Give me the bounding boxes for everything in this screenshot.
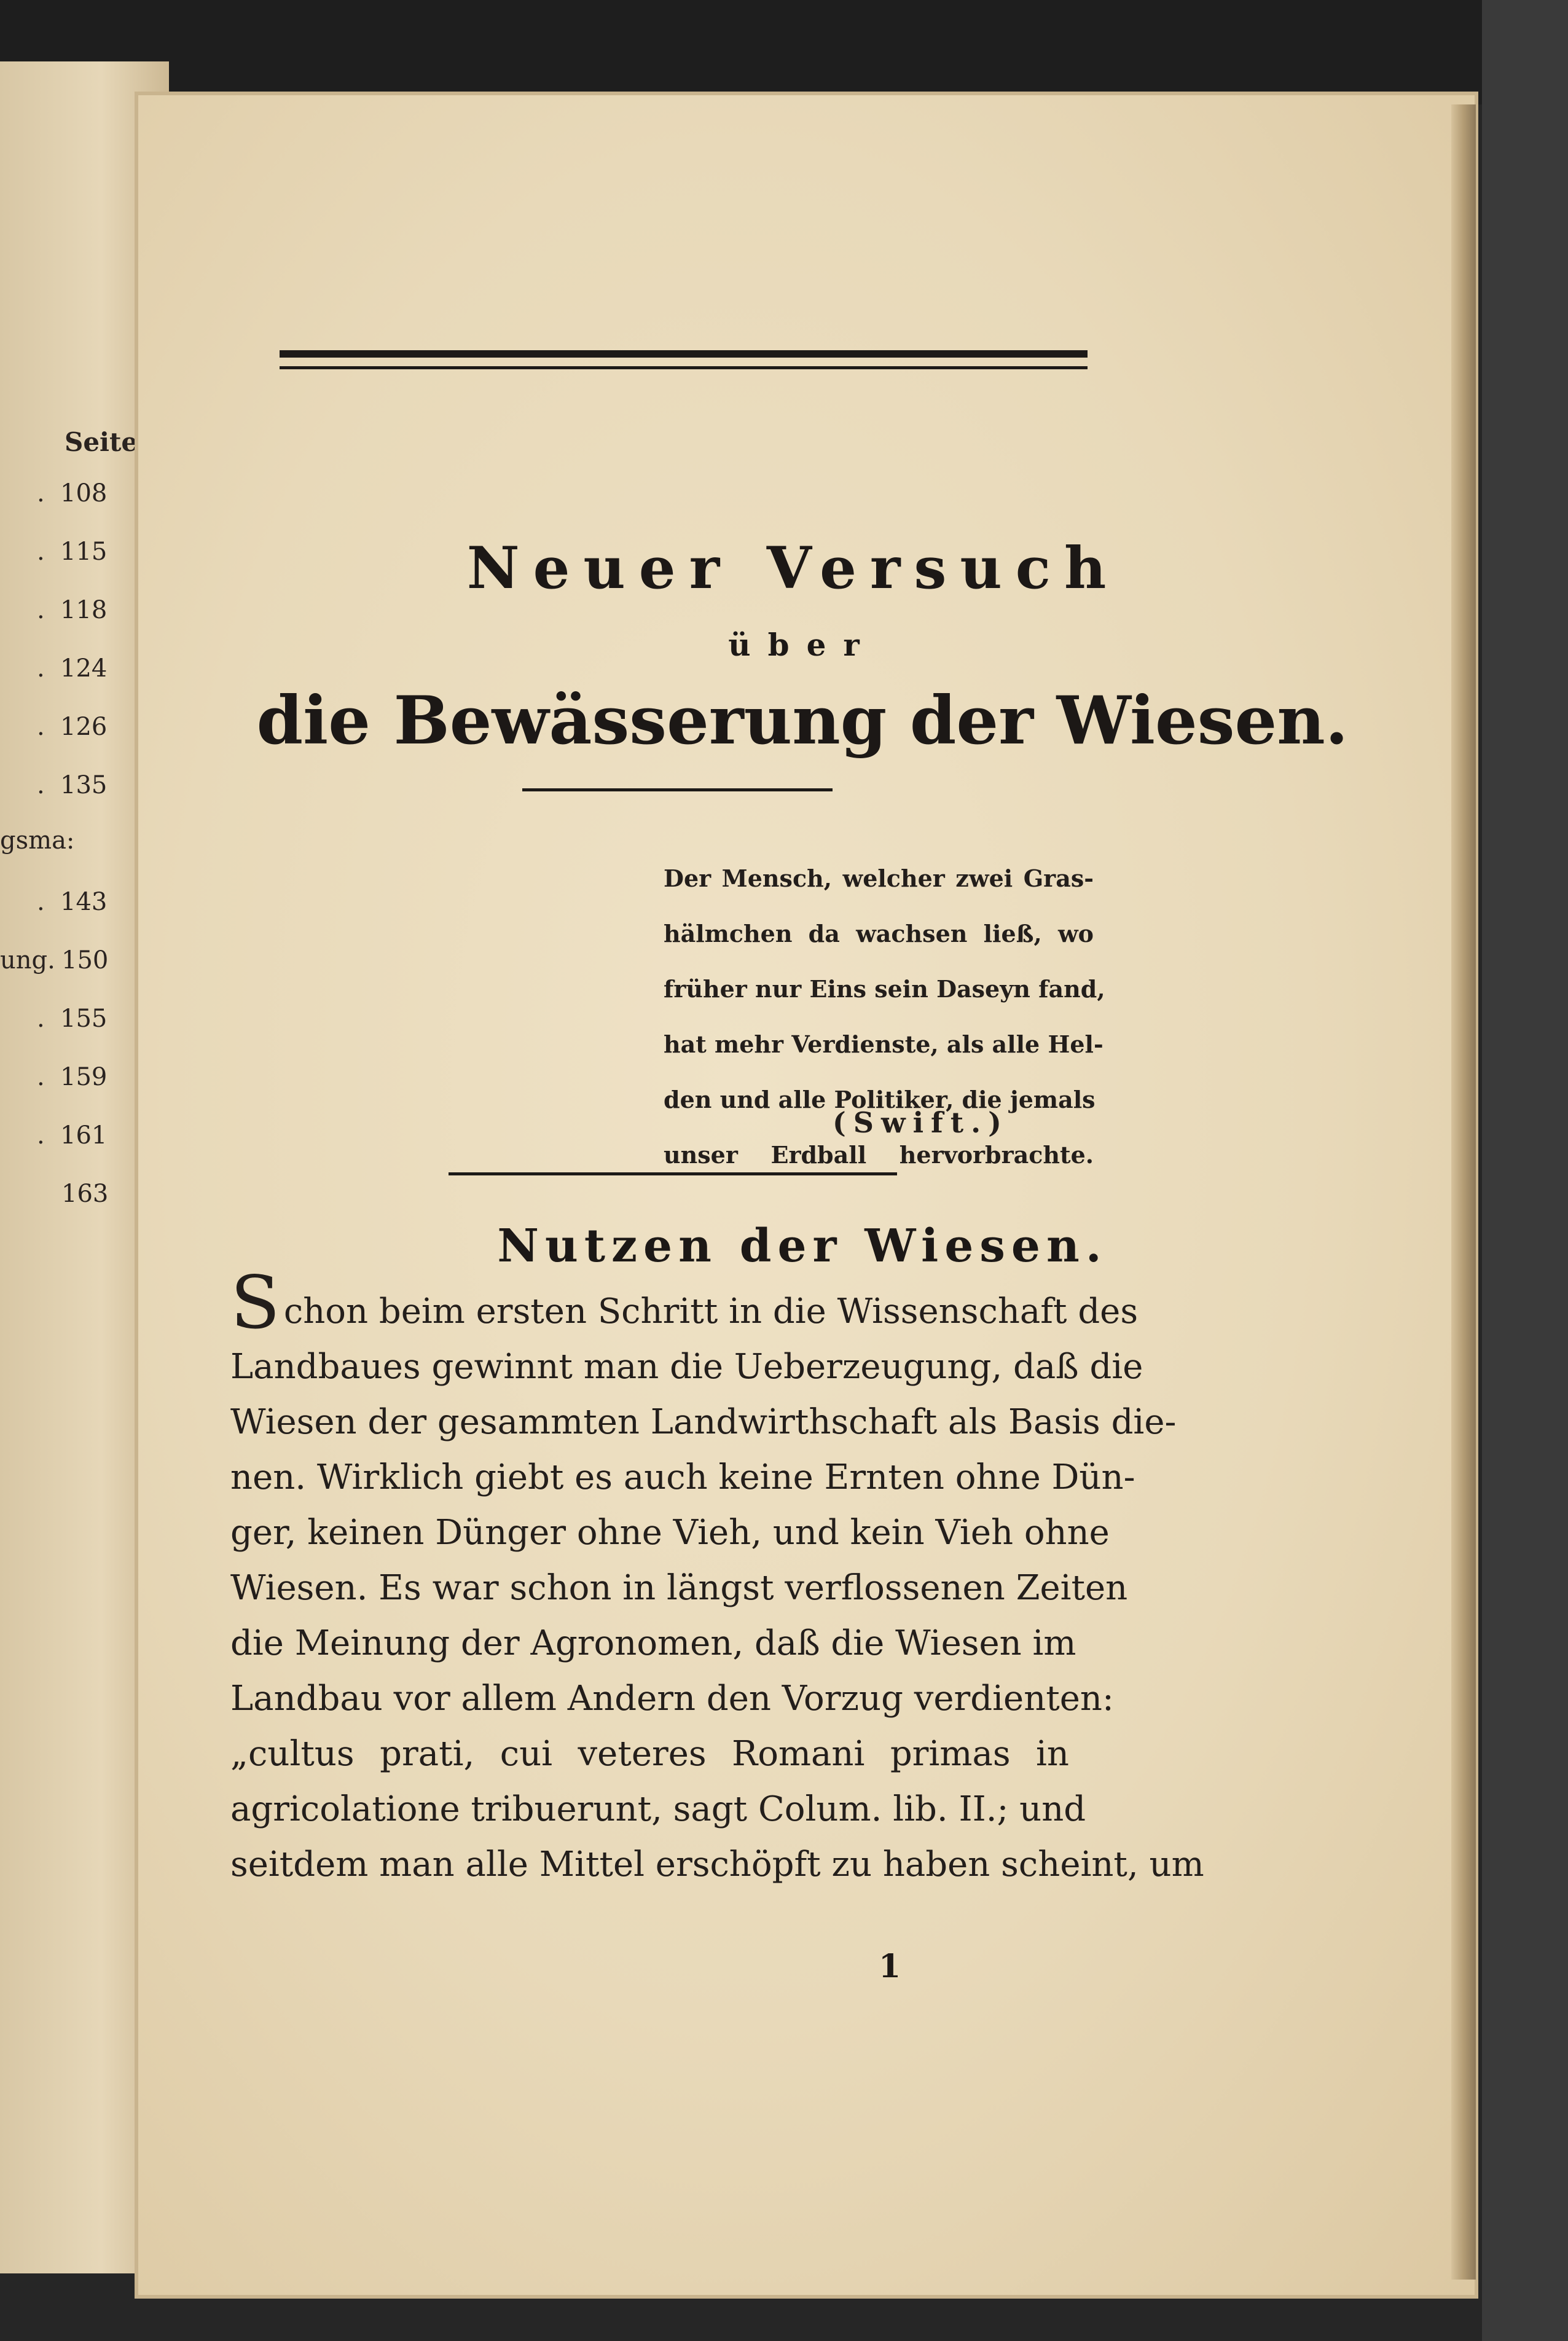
toc-fragment: gsma: [0,826,75,855]
page-number: 1 [879,1948,901,1985]
title-line-2: über [728,627,877,663]
header-rule-thin [280,366,1088,369]
title-line-3: die Bewässerung der Wiesen. [256,682,1349,759]
body-line-first: Schon beim ersten Schritt in die Wissenschaft des [230,1260,1139,1345]
body-line: agricolatione tribuerunt, sagt Colum. lib. II.; und [230,1789,1086,1829]
section-divider [449,1172,897,1175]
toc-entry: 163 [61,1180,109,1208]
header-rule [280,350,1088,358]
toc-entry: . 115 [37,538,108,566]
body-line: seitdem man alle Mittel erschöpft zu haben scheint, um [230,1845,1204,1884]
body-line: Wiesen der gesammten Landwirthschaft als Basis die- [230,1402,1177,1442]
motto-line: früher nur Eins sein Daseyn fand, [664,975,1105,1003]
toc-entry: . 159 [37,1063,108,1091]
title-line-1: Neuer Versuch [466,535,1120,602]
motto-line: den und alle Politiker, die jemals [664,1086,1096,1113]
toc-entry: . 126 [37,713,108,741]
book-page [138,95,1475,2295]
toc-header: Seite [65,427,138,457]
body-line: die Meinung der Agronomen, daß die Wiesen im [230,1623,1076,1663]
toc-entry: . 143 [37,888,108,916]
section-title: Nutzen der Wiesen. [497,1220,1108,1272]
body-line: nen. Wirklich giebt es auch keine Ernten ohne Dün- [230,1457,1135,1497]
scan-background-right [1482,0,1568,2341]
drop-cap: S [230,1260,280,1345]
toc-entry: . 135 [37,771,108,799]
body-line: Landbau vor allem Andern den Vorzug verdienten: [230,1679,1114,1719]
title-divider [522,788,833,791]
toc-fragment: ung. [0,946,55,974]
motto-line: unser Erdball hervorbrachte. [664,1141,1094,1169]
motto-line: hälmchen da wachsen ließ, wo [664,920,1094,947]
toc-entry: 150 [61,946,109,974]
body-text [230,1260,1204,1892]
motto-line: Der Mensch, welcher zwei Gras- [664,865,1094,892]
toc-entry: . 118 [37,596,108,624]
toc-entry: . 124 [37,654,108,683]
body-line: Wiesen. Es war schon in längst verflossenen Zeiten [230,1568,1128,1608]
body-line: „cultus prati, cui veteres Romani primas in [230,1734,1069,1774]
page-edge-shadow [1451,104,1476,2280]
toc-entry: . 155 [37,1005,108,1033]
motto-line: hat mehr Verdienste, als alle Hel- [664,1030,1103,1058]
scan-background-top [0,0,1568,104]
body-line: ger, keinen Dünger ohne Vieh, und kein Vieh ohne [230,1513,1110,1553]
toc-entry: . 161 [37,1121,108,1150]
toc-entry: . 108 [37,479,108,508]
body-line: Landbaues gewinnt man die Ueberzeugung, daß die [230,1347,1143,1387]
motto-author: (Swift.) [833,1106,1009,1139]
